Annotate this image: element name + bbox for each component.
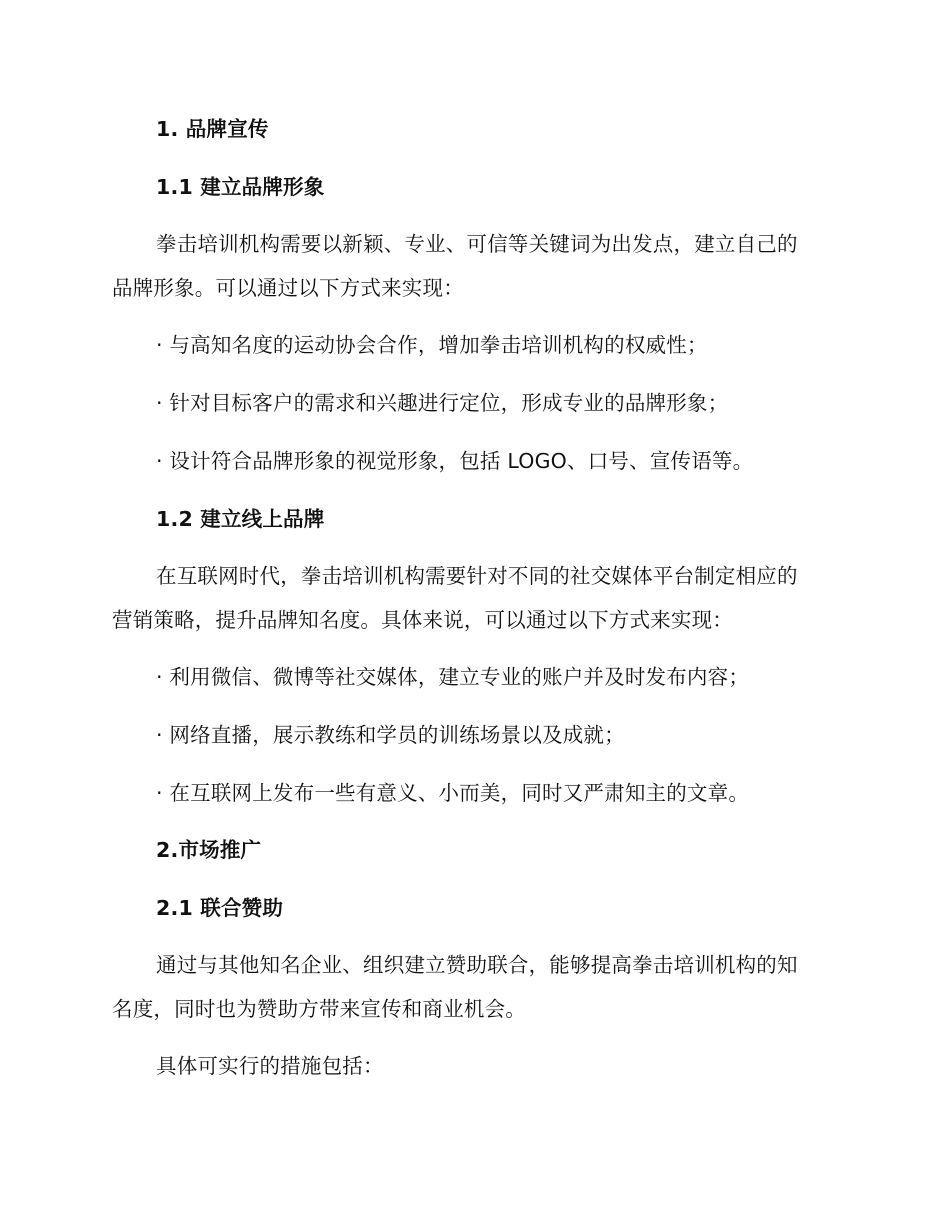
paragraph-line: 品牌形象。可以通过以下方式来实现：	[112, 276, 464, 300]
subsection-heading-1-2: 1.2 建立线上品牌	[156, 507, 325, 531]
bullet-item: · 针对目标客户的需求和兴趣进行定位，形成专业的品牌形象；	[156, 391, 729, 415]
subsection-heading-1-1: 1.1 建立品牌形象	[156, 175, 325, 199]
paragraph-line: 营销策略，提升品牌知名度。具体来说，可以通过以下方式来实现：	[112, 608, 733, 632]
bullet-item: · 在互联网上发布一些有意义、小而美，同时又严肃知主的文章。	[156, 781, 750, 805]
paragraph-line: 在互联网时代，拳击培训机构需要针对不同的社交媒体平台制定相应的	[156, 564, 798, 588]
section-heading-2: 2.市场推广	[156, 838, 262, 862]
paragraph-line: 通过与其他知名企业、组织建立赞助联合，能够提高拳击培训机构的知	[156, 953, 798, 977]
subsection-heading-2-1: 2.1 联合赞助	[156, 896, 284, 920]
paragraph-line: 具体可实行的措施包括：	[156, 1054, 384, 1078]
section-heading-1: 1. 品牌宣传	[156, 117, 269, 141]
bullet-item: · 与高知名度的运动协会合作，增加拳击培训机构的权威性；	[156, 333, 708, 357]
bullet-item: · 设计符合品牌形象的视觉形象，包括 LOGO、口号、宣传语等。	[156, 449, 754, 473]
bullet-item: · 网络直播，展示教练和学员的训练场景以及成就；	[156, 723, 625, 747]
bullet-item: · 利用微信、微博等社交媒体，建立专业的账户并及时发布内容；	[156, 665, 750, 689]
paragraph-line: 名度，同时也为赞助方带来宣传和商业机会。	[112, 997, 526, 1021]
paragraph-line: 拳击培训机构需要以新颖、专业、可信等关键词为出发点，建立自己的	[156, 232, 798, 256]
